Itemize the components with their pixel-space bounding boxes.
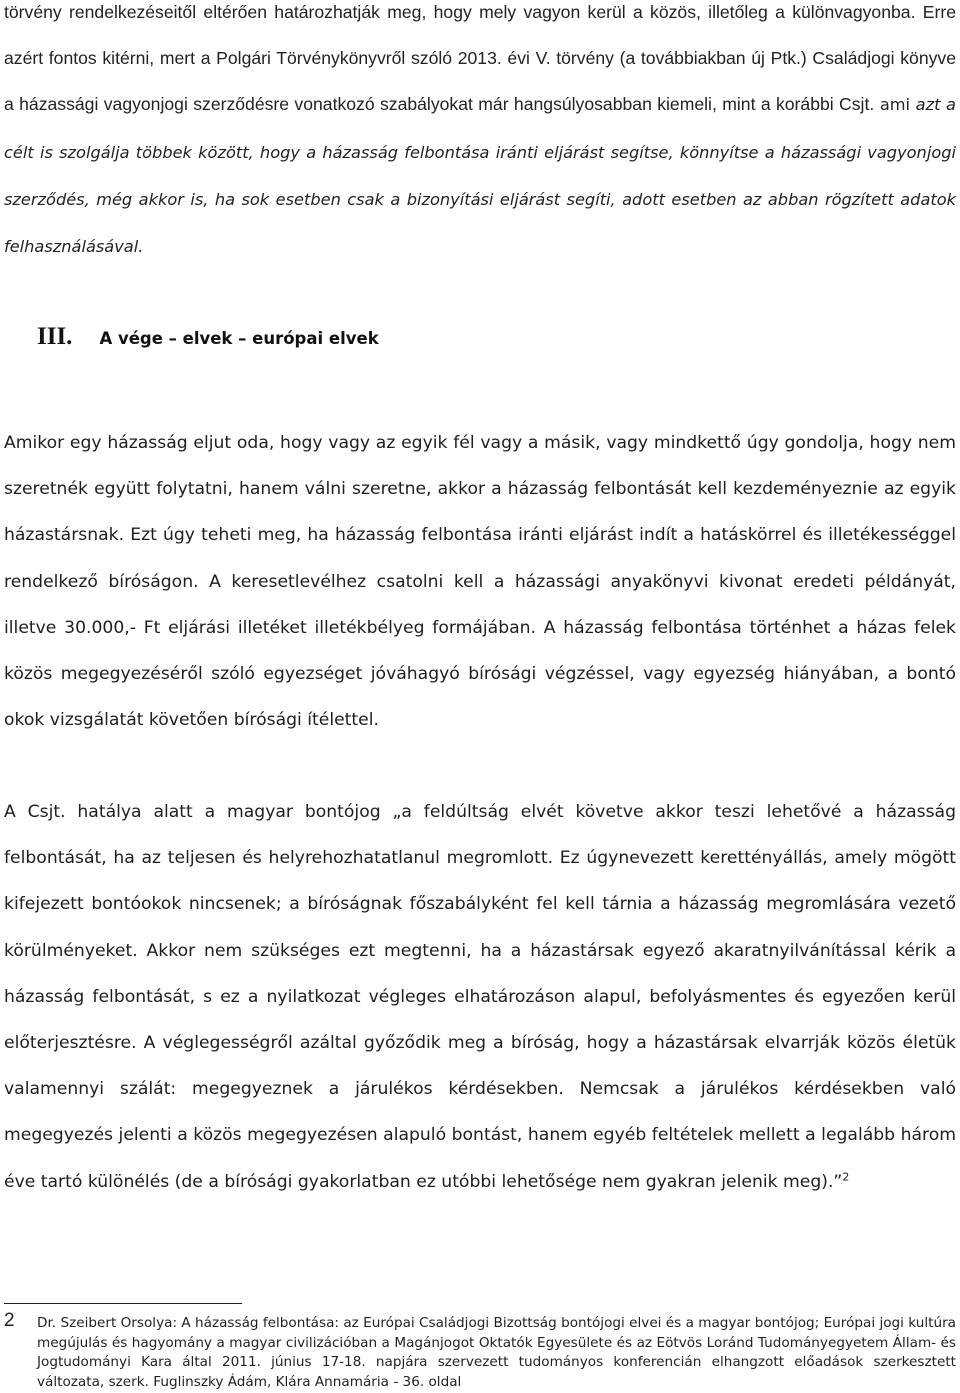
section-title: A vége – elvek – európai elvek [99, 329, 379, 348]
paragraph-1 [4, 0, 956, 270]
footnote-reference: 2 [842, 1169, 850, 1183]
paragraph-1-regular: törvény rendelkezéseitől eltérően határozhatják meg, hogy mely vagyon kerül a közös, illetőleg a különvagyonba. Erre azért fontos kitérni, mert a Polgári Törvénykönyvről szóló 2013. évi V. törvény (a továbbiakban új Ptk.) Családjogi könyve a házassági vagyonjogi szerződésre vonatkozó szabályokat már hangsúlyosabban kiemeli, mint a korábbi Csjt. [4, 2, 956, 115]
paragraph-3 [4, 789, 956, 1205]
footnote-text: Dr. Szeibert Orsolya: A házasság felbontása: az Európai Családjogi Bizottság bontójogi elvei és a magyar bontójog; Európai jogi kultúra megújulás és hagyomány a magyar civilizációban a Magánjogot Oktatók Egyesülete és az Eötvös Loránd Tudományegyetem Állam- és Jogtudományi Kara által 2011. június 17-18. napjára szervezett tudományos konferencián elhangzott előadások szerkesztett változata, szerk. Fuglinszky Ádám, Klára Annamária - 36. oldal [37, 1315, 956, 1391]
section-heading [37, 323, 379, 351]
section-number: III. [37, 323, 73, 350]
paragraph-1-italic: azt a célt is szolgálja többek között, hogy a házasság felbontása iránti eljárást segítse, könnyítse a házassági vagyonjogi szerződés, még akkor is, ha sok esetben csak a bizonyítási eljárást segíti, adott esetben az abban rögzített adatok felhasználásával. [4, 95, 956, 257]
paragraph-2: Amikor egy házasság eljut oda, hogy vagy az egyik fél vagy a másik, vagy mindkettő úgy gondolja, hogy nem szeretnék együtt folytatni, hanem válni szeretne, akkor a házasság felbontását kell kezdeményeznie az egyik házastársnak. Ezt úgy teheti meg, ha házasság felbontása iránti eljárást indít a hatáskörrel és illetékességgel rendelkező bíróságon. A keresetlevélhez csatolni kell a házassági anyakönyvi kivonat eredeti példányát, illetve 30.000,- Ft eljárási illetéket illetékbélyeg formájában. A házasság felbontása történhet a házas felek közös megegyezéséről szóló egyezséget jóváhagyó bírósági végzéssel, vagy egyezség hiányában, a bontó okok vizsgálatát követően bírósági ítélettel. [4, 433, 956, 731]
footnote-number: 2 [4, 1310, 15, 1331]
paragraph-1-ami: ami [874, 95, 916, 115]
footnote-separator [4, 1303, 242, 1304]
paragraph-3-text: A Csjt. hatálya alatt a magyar bontójog „a feldúltság elvét követve akkor teszi lehetővé a házasság felbontását, ha az teljesen és helyrehozhatatlanul megromlott. Ez úgynevezett kerettényállás, amely mögött kifejezett bontóokok nincsenek; a bíróságnak főszabályként fel kell tárnia a házasság megromlására vezető körülményeket. Akkor nem szükséges ezt megtenni, ha a házastársak egyező akaratnyilvánítással kérik a házasság felbontását, s ez a nyilatkozat végleges elhatározáson alapul, befolyásmentes és egyezően kerül előterjesztésre. A véglegességről azáltal győződik meg a bíróság, hogy a házastársak elvarrják közös életük valamennyi szálát: megegyeznek a járulékos kérdésekben. Nemcsak a járulékos kérdésekben való megegyezés jelenti a közös megegyezésen alapuló bontást, hanem egyéb feltételek mellett a legalább három éve tartó különélés (de a bírósági gyakorlatban ez utóbbi lehetősége nem gyakran jelenik meg).” [4, 802, 956, 1192]
